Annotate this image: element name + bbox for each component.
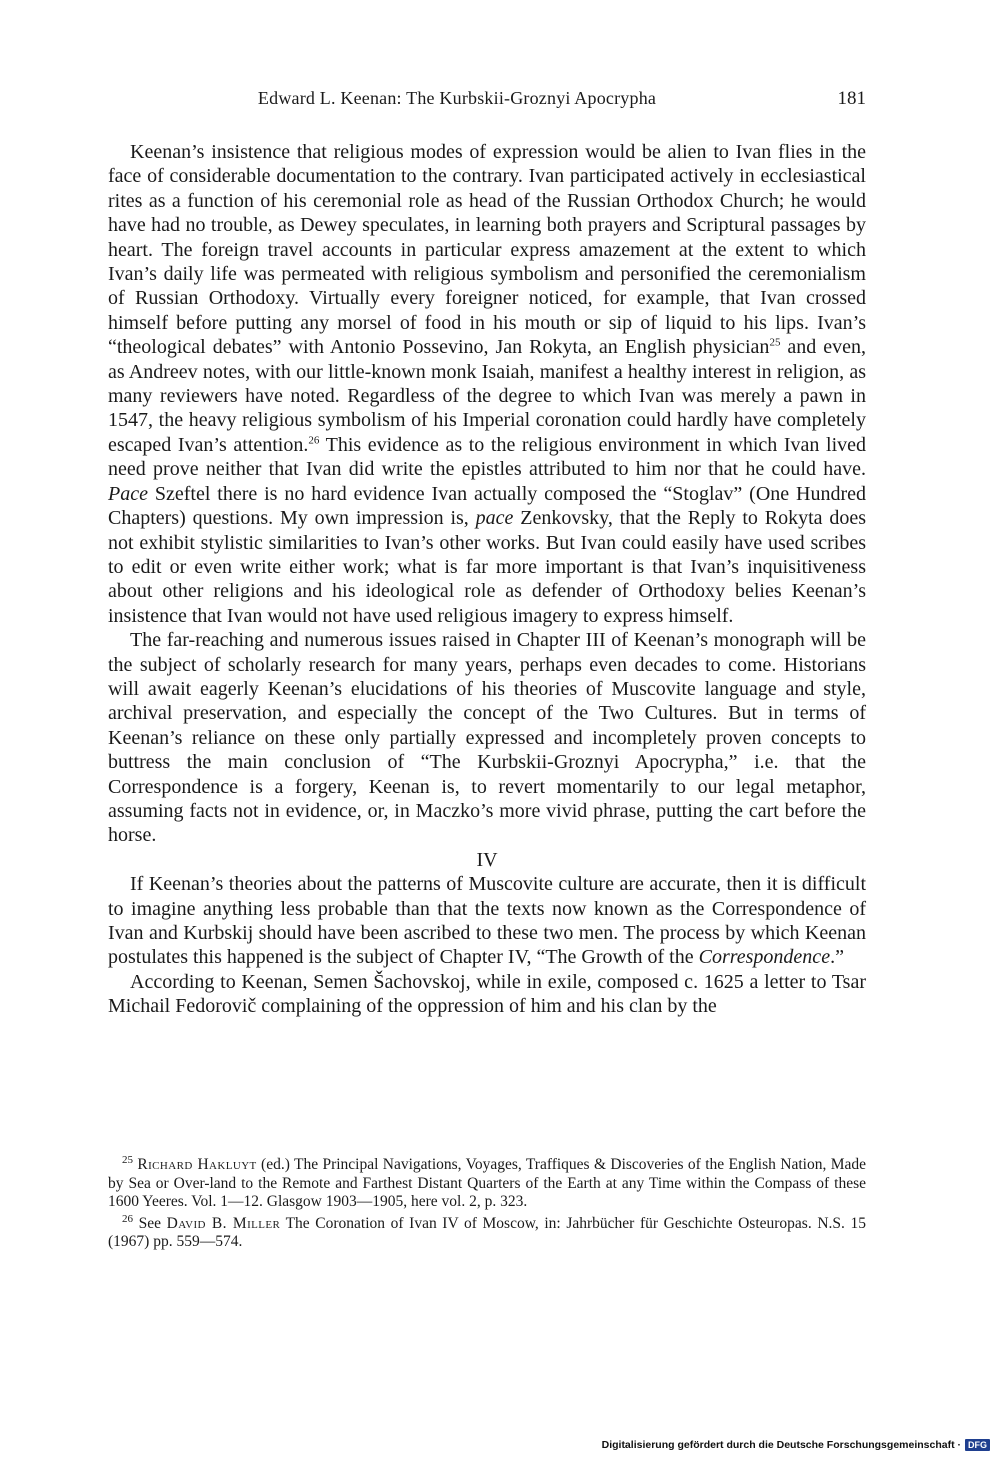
- section-heading: IV: [476, 848, 498, 871]
- footnote-ref-26[interactable]: 26: [308, 434, 320, 447]
- paragraph: If Keenan’s theories about the patterns of Muscovite culture are accurate, then it is difficult to imagine anything less probable than that the texts now known as the Correspondence of Ivan and Kurbskij should have been ascribed to these two men. The process by which Keenan postulates this happened is the subject of Chapter IV, “The Growth of the Correspondence.”: [108, 873, 866, 969]
- page-header: [108, 88, 866, 116]
- running-head: Edward L. Keenan: The Kurbskii-Groznyi Apocrypha: [257, 88, 657, 108]
- paragraph: According to Keenan, Semen Šachovskoj, while in exile, composed c. 1625 a letter to Tsar Michail Fedorovič complaining of the oppression of him and his clan by the: [108, 970, 866, 1018]
- paragraph: The far-reaching and numerous issues raised in Chapter III of Keenan’s monograph will be the subject of scholarly research for many years, perhaps even decades to come. Historians will await eagerly Keenan’s elucidations of his theories of Muscovite language and style, archival preservation, and especially the concept of the Two Cultures. But in terms of Keenan’s reliance on these only partially expressed and incompletely proven concepts to buttress the main conclusion of “The Kurbskii-Groznyi Apocrypha,” i.e. that the Correspondence is a forgery, Keenan is, to revert momentarily to our legal metaphor, assuming facts not in evidence, or, in Maczko’s more vivid phrase, putting the cart before the horse.: [108, 629, 866, 847]
- digitization-footer: [602, 1439, 990, 1451]
- footnote-26: $^{26}$ See David B. Miller The Coronation of Ivan IV of Moscow, in: Jahrbücher für Geschichte Osteuropas. N.S. 15 (1967) pp. 559—574.: [108, 1212, 866, 1251]
- page-number: 181: [837, 88, 866, 109]
- body-text: [108, 140, 866, 1019]
- dfg-logo-icon: DFG: [965, 1439, 990, 1451]
- footnote-25: $^{25}$ Richard Hakluyt (ed.) The Principal Navigations, Voyages, Traffiques & Discoveries of the English Nation, Made by Sea or Over-land to the Remote and Farthest Distant Quarters of the Earth at any Time within the Compass of these 1600 Yeeres. Vol. 1—12. Glasgow 1903—1905, here vol. 2, p. 323.: [108, 1153, 866, 1211]
- funding-note: Digitalisierung gefördert durch die Deutsche Forschungsgemeinschaft ·: [601, 1439, 961, 1451]
- footnote-ref-25[interactable]: 25: [769, 336, 781, 349]
- footnotes: [108, 1153, 866, 1255]
- paragraph: Keenan’s insistence that religious modes of expression would be alien to Ivan flies in the face of considerable documentation to the contrary. Ivan participated actively in ecclesiastical rites as a function of his ceremonial role as head of the Russian Orthodox Church; he would have had no trouble, as Dewey speculates, in learning both prayers and Scriptural passages by heart. The foreign travel accounts in particular express amazement at the extent to which Ivan’s daily life was permeated with religious symbolism and personified the ceremonialism of Russian Orthodoxy. Virtually every foreigner noticed, for example, that Ivan crossed himself before putting any morsel of food in his mouth or sip of liquid to his lips. Ivan’s “theological debates” with Antonio Possevino, Jan Rokyta, an English physician$^{25}$ and even, as Andreev notes, with our little-known monk Isaiah, manifest a healthy interest in religion, as many reviewers have noted. Regardless of the degree to which Ivan was merely a pawn in 1547, the heavy religious symbolism of his Imperial coronation could hardly have completely escaped Ivan’s attention.$^{26}$ This evidence as to the religious environment in which Ivan lived need prove neither that Ivan did write the epistles attributed to him nor that he could have. Pace Szeftel there is no hard evidence Ivan actually composed the “Stoglav” (One Hundred Chapters) questions. My own impression is, pace Zenkovsky, that the Reply to Rokyta does not exhibit stylistic similarities to Ivan’s other works. But Ivan could easily have used scribes to edit or even write either work; what is far more important is that Ivan’s inquisitiveness about other religions and his ideological role as defender of Orthodoxy belies Keenan’s insistence that Ivan would not have used religious imagery to express himself.: [108, 141, 867, 627]
